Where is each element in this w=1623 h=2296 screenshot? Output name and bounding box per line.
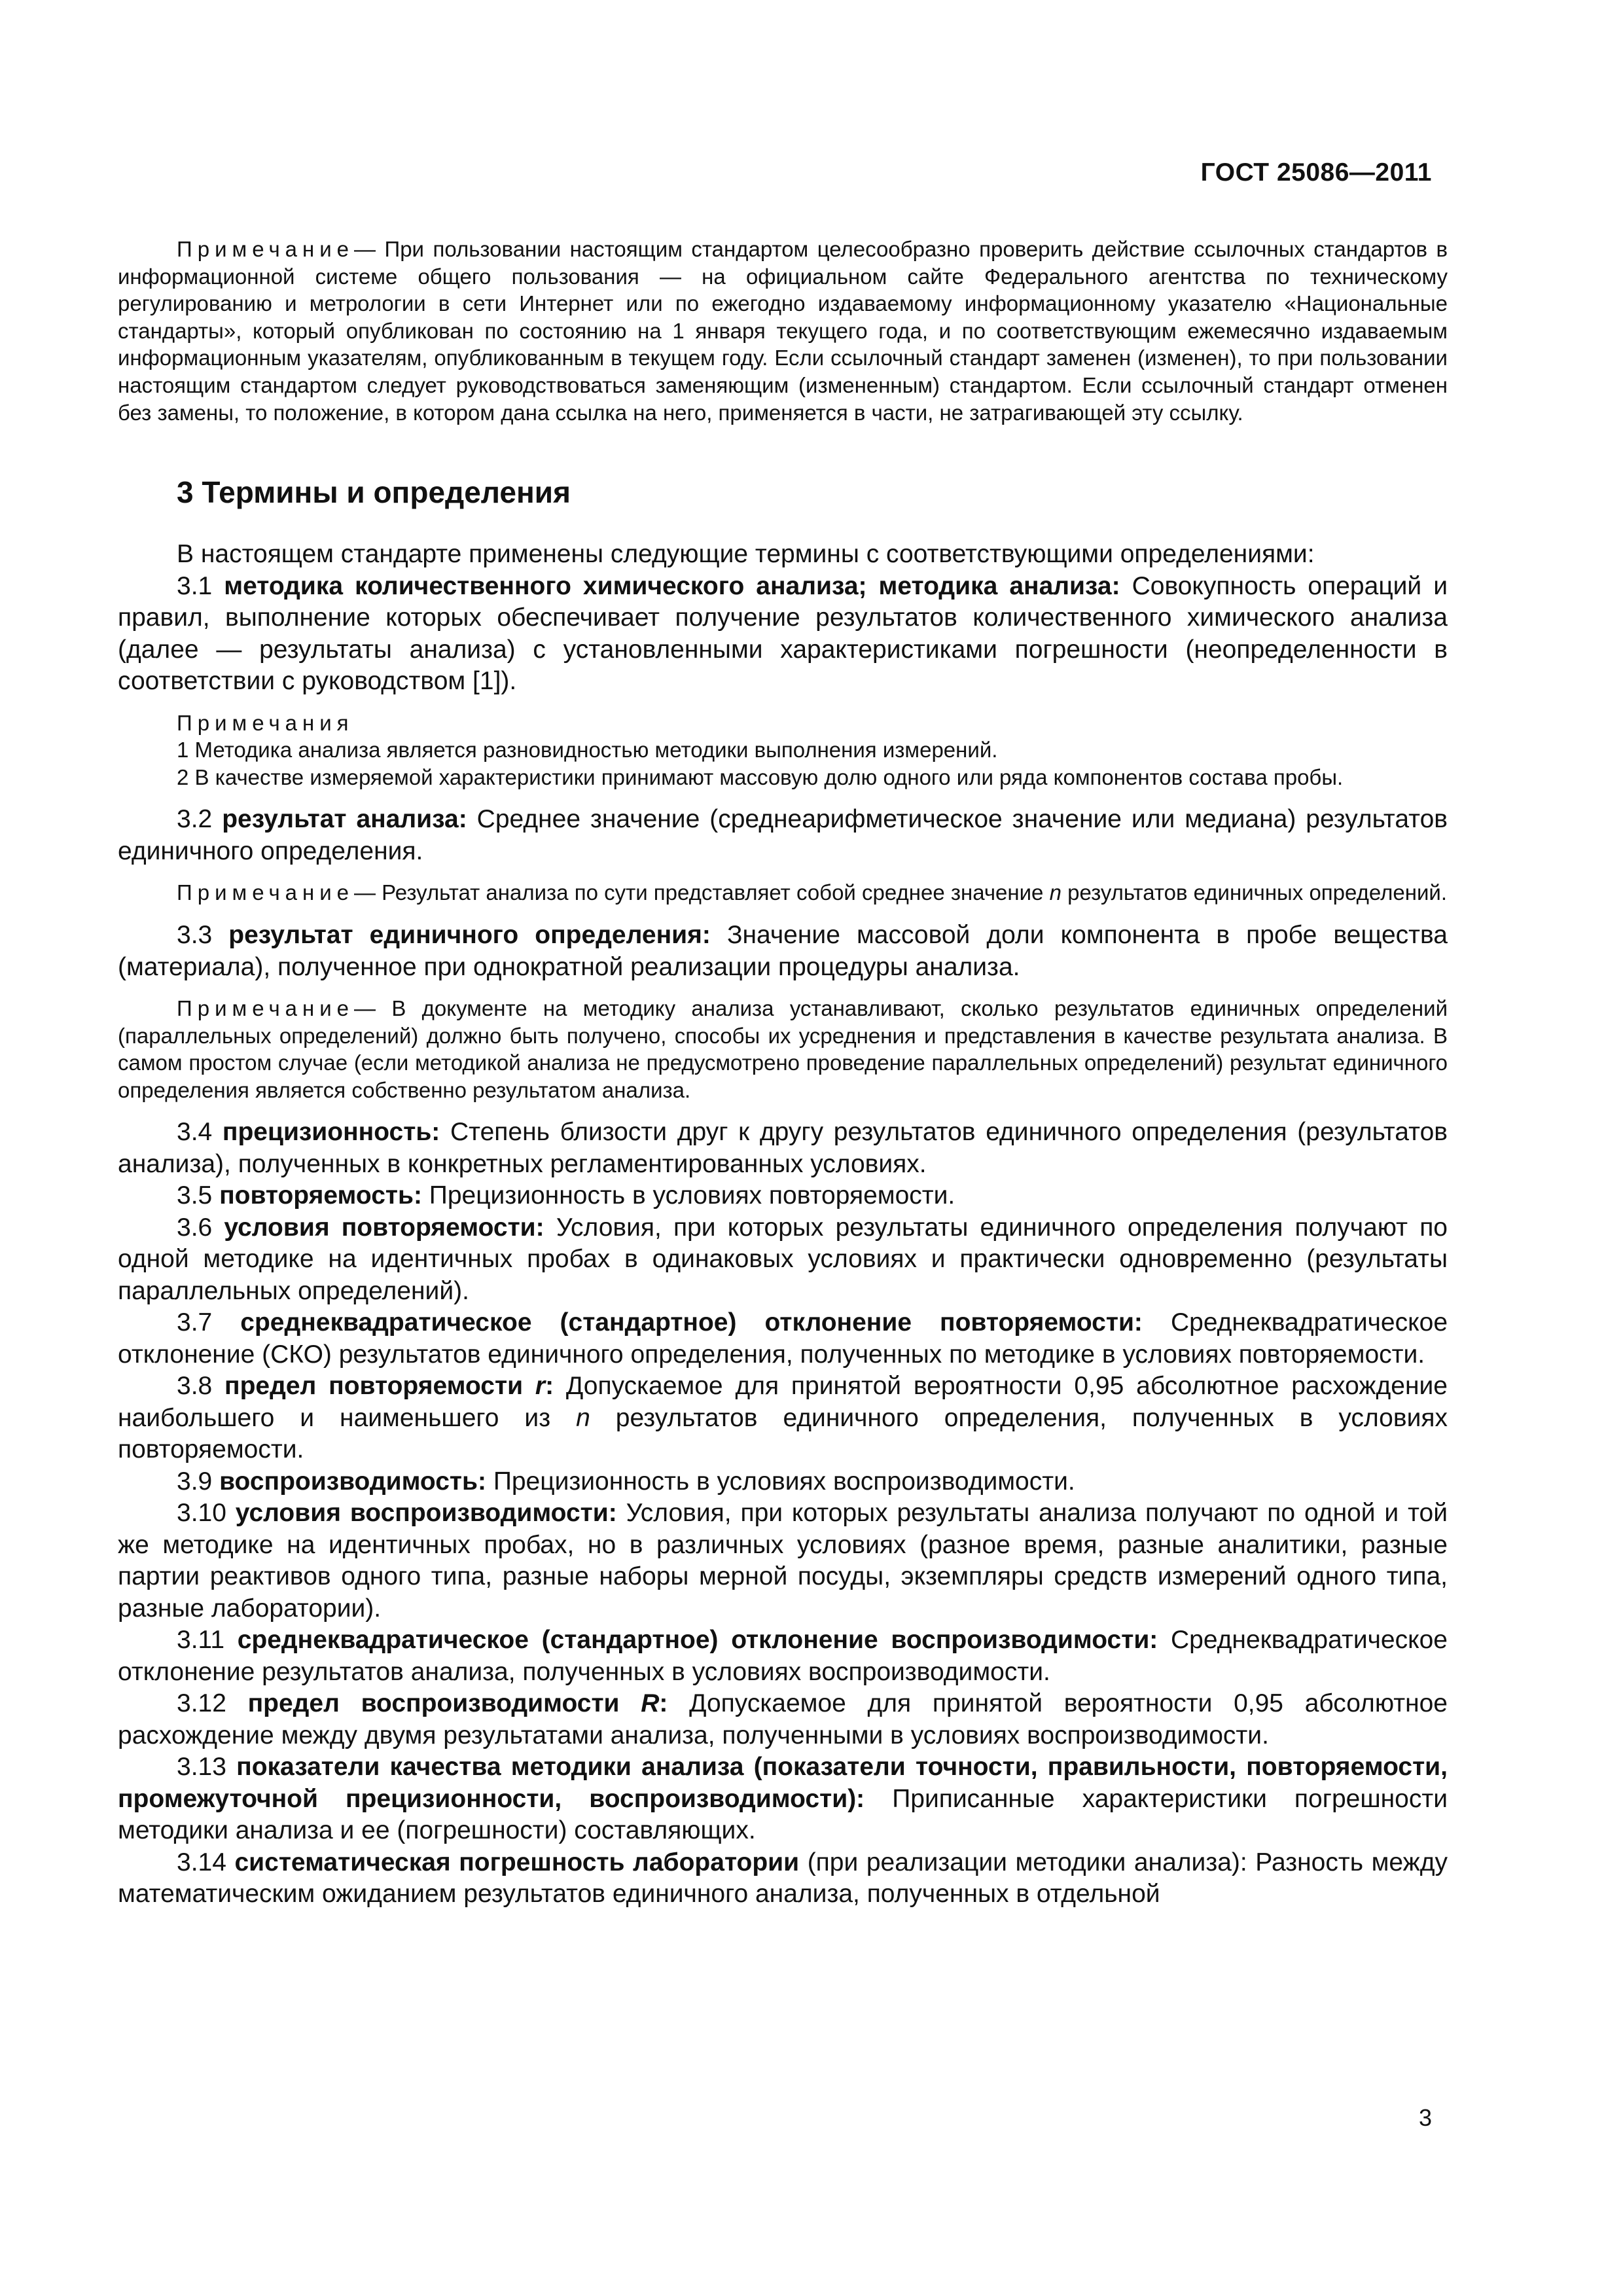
- term-definition: (при реализации методики анализа): Разность между математическим ожиданием результатов единичного анализа, полученных в отдельной: [118, 1848, 1448, 1909]
- document-id-header: ГОСТ 25086—2011: [1200, 158, 1432, 187]
- section-intro: В настоящем стандарте применены следующие термины с соответствующими определениями:: [177, 540, 1315, 569]
- term-name: повторяемость:: [219, 1181, 422, 1210]
- term-number: 3.7: [177, 1308, 213, 1337]
- term-number: 3.14: [177, 1848, 226, 1876]
- term-colon: :: [659, 1689, 668, 1718]
- term-definition: Совокупность операций и правил, выполнение которых обеспечивает получение результатов количественного химического анализа (далее — результаты анализа) с установленными характеристиками погрешности (неопределенности в соответствии с руководством [1]).: [118, 571, 1448, 696]
- term-3-13: [118, 1751, 1448, 1847]
- note-text: — В документе на методику анализа устанавливают, сколько результатов единичных определений (параллельных определений) должно быть получено, способы их усреднения и представления в качестве результата анализа. В самом простом случае (если методикой анализа не предусмотрено проведение параллельных определений) результат единичного определения является собственно результатом анализа.: [118, 996, 1448, 1102]
- term-name: среднеквадратическое (стандартное) отклонение повторяемости:: [240, 1308, 1143, 1337]
- term-3-14: [118, 1847, 1448, 1910]
- term-colon: :: [545, 1372, 554, 1401]
- term-definition: Среднеквадратическое отклонение результатов анализа, полученных в условиях воспроизводимости.: [118, 1626, 1448, 1686]
- term-number: 3.11: [177, 1626, 225, 1655]
- term-definition: Условия, при которых результаты единичного определения получают по одной методике на идентичных пробах в одинаковых условиях и практически одновременно (результаты параллельных определений).: [118, 1213, 1448, 1305]
- term-name: показатели качества методики анализа (показатели точности, правильности, повторяемости, промежуточной прецизионности, воспроизводимости):: [118, 1753, 1448, 1813]
- term-3-9: [118, 1466, 1448, 1498]
- term-definition: Приписанные характеристики погрешности методики анализа и ее (погрешности) составляющих.: [118, 1784, 1448, 1845]
- note-label: Примечание: [177, 880, 355, 905]
- term-3-7: [118, 1307, 1448, 1371]
- notes-3-1: [118, 709, 1448, 791]
- term-variable: R: [641, 1689, 660, 1718]
- note-text-a: — Результат анализа по сути представляет собой среднее значение: [354, 880, 1044, 905]
- term-3-2: [118, 804, 1448, 867]
- term-name: предел воспроизводимости: [247, 1689, 620, 1718]
- page-number: 3: [1418, 2104, 1432, 2131]
- definition-variable: n: [576, 1403, 590, 1432]
- term-number: 3.8: [177, 1372, 213, 1401]
- term-definition: Прецизионность в условиях повторяемости.: [429, 1181, 955, 1210]
- note-label: Примечание: [177, 996, 355, 1021]
- term-name: предел повторяемости: [224, 1372, 524, 1401]
- term-name: методика количественного химического анализа; методика анализа:: [224, 571, 1120, 600]
- note-variable: n: [1049, 880, 1061, 905]
- term-3-4: [118, 1117, 1448, 1180]
- note-3-2: [118, 879, 1448, 906]
- term-3-3: [118, 920, 1448, 983]
- term-definition: Прецизионность в условиях воспроизводимости.: [493, 1467, 1075, 1496]
- term-name: условия повторяемости:: [224, 1213, 544, 1242]
- page-content: [118, 236, 1448, 1910]
- term-number: 3.13: [177, 1753, 226, 1782]
- term-number: 3.3: [177, 921, 213, 950]
- term-name: среднеквадратическое (стандартное) отклонение воспроизводимости:: [237, 1626, 1158, 1655]
- term-definition-b: результатов единичного определения, полученных в условиях повторяемости.: [118, 1403, 1448, 1464]
- note-text: — При пользовании настоящим стандартом целесообразно проверить действие ссылочных стандартов в информационной системе общего пользования — на официальном сайте Федерального агентства по техническому регулированию и метрологии в сети Интернет или по ежегодно издаваемому информационному указателю «Национальные стандарты», который опубликован по состоянию на 1 января текущего года, и по соответствующим ежемесячно издаваемым информационным указателям, опубликованным в текущем году. Если ссылочный стандарт заменен (изменен), то при пользовании настоящим стандартом следует руководствоваться заменяющим (измененным) стандартом. Если ссылочный стандарт отменен без замены, то положение, в котором дана ссылка на него, применяется в части, не затрагивающей эту ссылку.: [118, 237, 1448, 425]
- term-definition: Допускаемое для принятой вероятности 0,95 абсолютное расхождение между двумя результатами анализа, полученными в условиях воспроизводимости.: [118, 1689, 1448, 1749]
- term-number: 3.10: [177, 1499, 226, 1528]
- term-3-12: [118, 1688, 1448, 1751]
- term-name: прецизионность:: [222, 1118, 440, 1147]
- note-item-1: 1 Методика анализа является разновидностью методики выполнения измерений.: [177, 738, 998, 762]
- term-3-1: [118, 571, 1448, 698]
- note-label: Примечание: [177, 237, 355, 261]
- term-number: 3.12: [177, 1689, 226, 1718]
- term-name: систематическая погрешность лаборатории: [234, 1848, 800, 1876]
- term-definition: Условия, при которых результаты анализа получают по одной и той же методике на идентичных пробах, но в различных условиях (разное время, разные аналитики, разные партии реактивов одного типа, разные наборы мерной посуды, экземпляры средств измерений одного типа, разные лаборатории).: [118, 1499, 1448, 1623]
- term-3-6: [118, 1212, 1448, 1308]
- term-number: 3.9: [177, 1467, 213, 1496]
- term-3-8: [118, 1371, 1448, 1466]
- term-definition: Среднее значение (среднеарифметическое значение или медиана) результатов единичного определения.: [118, 805, 1448, 865]
- note-item-2: 2 В качестве измеряемой характеристики принимают массовую долю одного или ряда компонентов состава пробы.: [177, 764, 1344, 789]
- note-text-b: результатов единичных определений.: [1067, 880, 1448, 905]
- term-definition: Степень близости друг к другу результатов единичного определения (результатов анализа), полученных в конкретных регламентированных условиях.: [118, 1118, 1448, 1178]
- section-title: 3 Термины и определения: [177, 475, 571, 510]
- term-number: 3.6: [177, 1213, 213, 1242]
- term-name: условия воспроизводимости:: [235, 1499, 617, 1528]
- term-number: 3.1: [177, 571, 213, 600]
- term-name: результат анализа:: [222, 805, 467, 834]
- term-definition: Значение массовой доли компонента в пробе вещества (материала), полученное при однократной реализации процедуры анализа.: [118, 921, 1448, 981]
- term-3-11: [118, 1624, 1448, 1688]
- term-number: 3.4: [177, 1118, 213, 1147]
- notes-title: Примечания: [177, 710, 354, 735]
- term-3-5: [118, 1180, 1448, 1212]
- term-3-10: [118, 1498, 1448, 1624]
- reference-note: [118, 236, 1448, 426]
- term-definition-a: Допускаемое для принятой вероятности 0,95 абсолютное расхождение наибольшего и наименьшего из: [118, 1372, 1448, 1432]
- term-name: результат единичного определения:: [228, 921, 711, 950]
- term-name: воспроизводимость:: [219, 1467, 486, 1496]
- term-number: 3.2: [177, 805, 213, 834]
- term-definition: Среднеквадратическое отклонение (СКО) результатов единичного определения, полученных по методике в условиях повторяемости.: [118, 1308, 1448, 1369]
- term-variable: r: [535, 1372, 546, 1401]
- note-3-3: [118, 995, 1448, 1103]
- term-number: 3.5: [177, 1181, 213, 1210]
